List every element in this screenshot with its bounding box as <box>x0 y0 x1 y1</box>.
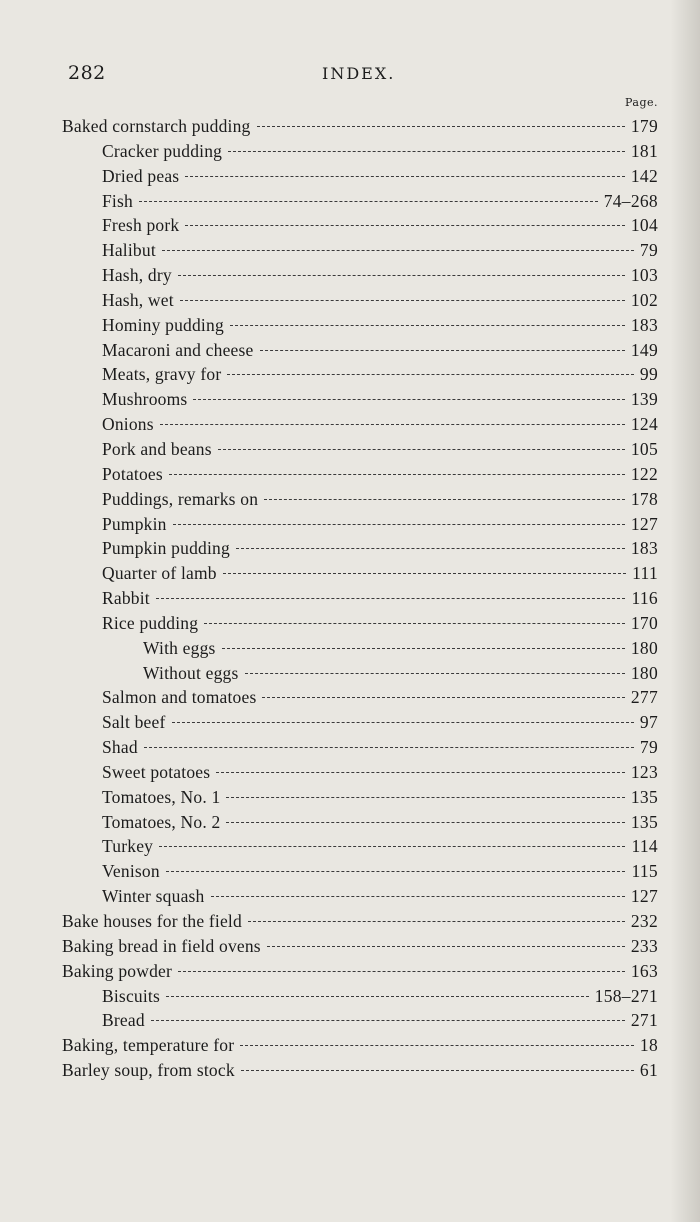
entry-page-number: 180 <box>630 637 658 658</box>
entry-page-number: 116 <box>631 588 658 609</box>
dot-leader <box>227 374 634 375</box>
dot-leader <box>185 225 625 226</box>
entry-page-number: 123 <box>630 761 658 782</box>
index-entry <box>0 437 700 462</box>
entry-label: Bread <box>102 1010 145 1031</box>
index-entry <box>0 884 700 909</box>
running-title: INDEX. <box>322 64 396 83</box>
dot-leader <box>260 350 625 351</box>
entry-label: Pork and beans <box>102 438 212 459</box>
entry-page-number: 127 <box>630 513 658 534</box>
dot-leader <box>248 921 625 922</box>
dot-leader <box>240 1045 634 1046</box>
entry-page-number: 183 <box>630 538 658 559</box>
entry-label: Winter squash <box>102 886 205 907</box>
entry-label: Salt beef <box>102 712 166 733</box>
entry-page-number: 115 <box>631 861 658 882</box>
index-entry <box>0 362 700 387</box>
entry-label: Cracker pudding <box>102 140 223 161</box>
index-entry <box>0 685 700 710</box>
entry-label: Potatoes <box>102 463 163 484</box>
entry-label: Onions <box>102 414 154 435</box>
dot-leader <box>262 697 624 698</box>
index-entry <box>0 611 700 636</box>
index-entry <box>0 189 700 214</box>
entry-label: Tomatoes, No. 2 <box>102 811 221 832</box>
dot-leader <box>236 548 625 549</box>
entry-page-number: 163 <box>630 960 658 981</box>
index-entry-list <box>0 114 700 1083</box>
entry-label: With eggs <box>143 637 216 658</box>
entry-page-number: 114 <box>631 836 658 857</box>
page-header <box>68 62 660 92</box>
page-column-label: Page. <box>624 96 658 109</box>
entry-label: Baking, temperature for <box>62 1035 235 1056</box>
entry-label: Puddings, remarks on <box>102 488 259 509</box>
entry-page-number: 102 <box>630 289 658 310</box>
entry-page-number: 179 <box>630 116 658 136</box>
entry-page-number: 74–268 <box>603 190 658 211</box>
dot-leader <box>159 846 625 847</box>
entry-page-number: 61 <box>639 1060 658 1081</box>
index-entry <box>0 313 700 338</box>
entry-label: Barley soup, from stock <box>62 1060 235 1081</box>
dot-leader <box>230 325 625 326</box>
index-entry <box>0 586 700 611</box>
entry-label: Baking bread in field ovens <box>62 935 261 956</box>
dot-leader <box>193 399 624 400</box>
entry-label: Fresh pork <box>102 215 180 236</box>
dot-leader <box>139 201 598 202</box>
entry-label: Turkey <box>102 836 154 857</box>
dot-leader <box>218 449 625 450</box>
entry-label: Baking powder <box>62 960 173 981</box>
index-entry <box>0 164 700 189</box>
entry-page-number: 104 <box>630 215 658 236</box>
index-entry <box>0 785 700 810</box>
entry-page-number: 122 <box>630 463 658 484</box>
entry-page-number: 232 <box>630 911 658 931</box>
index-entry <box>0 238 700 263</box>
entry-label: Meats, gravy for <box>102 364 222 385</box>
entry-label: Pumpkin pudding <box>102 538 230 559</box>
dot-leader <box>267 946 625 947</box>
dot-leader <box>156 598 626 599</box>
index-entry <box>0 959 700 984</box>
entry-page-number: 99 <box>639 364 658 385</box>
index-entry <box>0 288 700 313</box>
entry-page-number: 135 <box>630 811 658 832</box>
entry-label: Bake houses for the field <box>62 911 242 931</box>
dot-leader <box>228 151 625 152</box>
index-entry <box>0 710 700 735</box>
index-entry <box>0 760 700 785</box>
index-entry <box>0 387 700 412</box>
dot-leader <box>160 424 625 425</box>
dot-leader <box>245 673 625 674</box>
index-entry <box>0 263 700 288</box>
entry-page-number: 124 <box>630 414 658 435</box>
index-entry <box>0 487 700 512</box>
index-entry <box>0 909 700 934</box>
entry-label: Fish <box>102 190 133 211</box>
dot-leader <box>172 722 634 723</box>
entry-page-number: 181 <box>630 140 658 161</box>
entry-page-number: 111 <box>632 563 658 584</box>
entry-page-number: 139 <box>630 389 658 410</box>
entry-page-number: 158–271 <box>594 985 658 1006</box>
dot-leader <box>226 797 624 798</box>
dot-leader <box>162 250 634 251</box>
entry-page-number: 277 <box>630 687 658 708</box>
index-entry <box>0 561 700 586</box>
entry-page-number: 178 <box>630 488 658 509</box>
dot-leader <box>222 648 625 649</box>
index-entry <box>0 1008 700 1033</box>
dot-leader <box>178 971 625 972</box>
entry-page-number: 233 <box>630 935 658 956</box>
entry-label: Hominy pudding <box>102 314 224 335</box>
index-entry <box>0 213 700 238</box>
index-entry <box>0 412 700 437</box>
index-entry <box>0 735 700 760</box>
entry-label: Dried peas <box>102 165 180 186</box>
entry-page-number: 135 <box>630 786 658 807</box>
entry-label: Quarter of lamb <box>102 563 217 584</box>
entry-label: Rice pudding <box>102 612 199 633</box>
index-entry <box>0 338 700 363</box>
entry-label: Mushrooms <box>102 389 188 410</box>
entry-label: Pumpkin <box>102 513 167 534</box>
entry-label: Baked cornstarch pudding <box>62 116 251 136</box>
entry-label: Without eggs <box>143 662 239 683</box>
entry-page-number: 142 <box>630 165 658 186</box>
index-entry <box>0 636 700 661</box>
index-entry <box>0 462 700 487</box>
entry-label: Tomatoes, No. 1 <box>102 786 221 807</box>
dot-leader <box>173 524 625 525</box>
index-entry <box>0 810 700 835</box>
entry-page-number: 271 <box>630 1010 658 1031</box>
dot-leader <box>226 822 624 823</box>
index-entry <box>0 934 700 959</box>
dot-leader <box>223 573 626 574</box>
index-entry <box>0 114 700 139</box>
index-entry <box>0 512 700 537</box>
dot-leader <box>216 772 625 773</box>
dot-leader <box>180 300 625 301</box>
entry-page-number: 183 <box>630 314 658 335</box>
entry-page-number: 180 <box>630 662 658 683</box>
entry-label: Venison <box>102 861 160 882</box>
dot-leader <box>257 126 625 127</box>
entry-page-number: 18 <box>639 1035 658 1056</box>
page-number: 282 <box>68 62 106 84</box>
dot-leader <box>144 747 634 748</box>
entry-page-number: 170 <box>630 612 658 633</box>
dot-leader <box>264 499 625 500</box>
entry-page-number: 127 <box>630 886 658 907</box>
dot-leader <box>204 623 625 624</box>
entry-page-number: 79 <box>639 240 658 261</box>
dot-leader <box>151 1020 625 1021</box>
entry-label: Sweet potatoes <box>102 761 211 782</box>
entry-page-number: 149 <box>630 339 658 360</box>
entry-page-number: 79 <box>639 737 658 758</box>
dot-leader <box>178 275 625 276</box>
index-entry <box>0 984 700 1009</box>
dot-leader <box>169 474 625 475</box>
entry-label: Rabbit <box>102 588 150 609</box>
dot-leader <box>185 176 625 177</box>
index-entry <box>0 661 700 686</box>
index-entry <box>0 834 700 859</box>
entry-label: Biscuits <box>102 985 160 1006</box>
entry-label: Shad <box>102 737 138 758</box>
index-entry <box>0 859 700 884</box>
dot-leader <box>166 871 626 872</box>
index-entry <box>0 536 700 561</box>
dot-leader <box>241 1070 634 1071</box>
index-entry <box>0 139 700 164</box>
entry-page-number: 103 <box>630 265 658 286</box>
dot-leader <box>211 896 625 897</box>
entry-label: Hash, wet <box>102 289 174 310</box>
entry-page-number: 97 <box>639 712 658 733</box>
index-entry <box>0 1033 700 1058</box>
dot-leader <box>166 996 589 997</box>
entry-page-number: 105 <box>630 438 658 459</box>
index-entry <box>0 1058 700 1083</box>
entry-label: Hash, dry <box>102 265 172 286</box>
entry-label: Halibut <box>102 240 156 261</box>
entry-label: Salmon and tomatoes <box>102 687 257 708</box>
entry-label: Macaroni and cheese <box>102 339 254 360</box>
